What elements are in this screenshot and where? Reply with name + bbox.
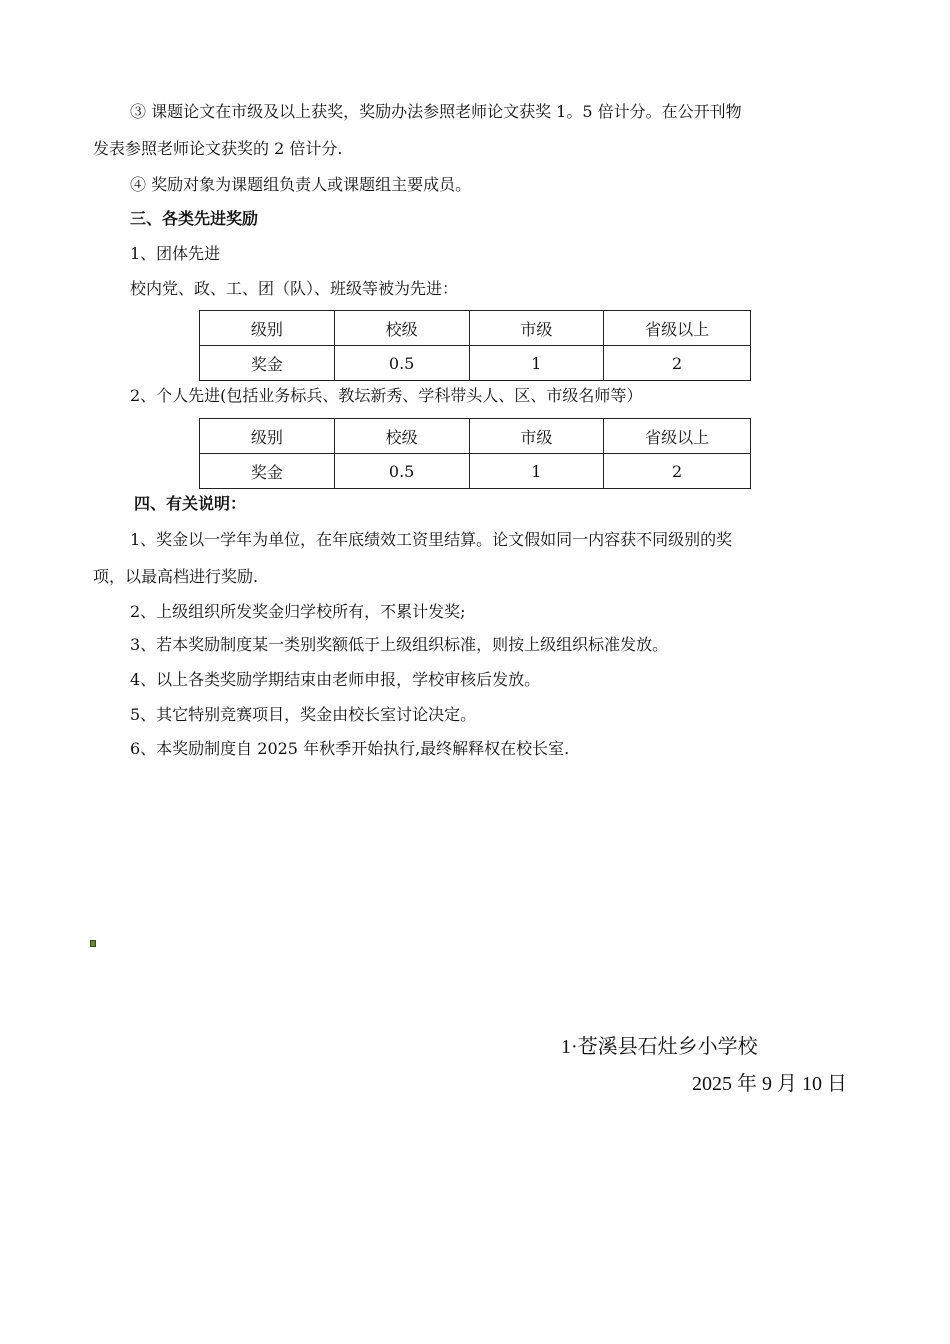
table-cell: 2 bbox=[604, 454, 751, 489]
paragraph-3-line-2: 发表参照老师论文获奖的 2 倍计分. bbox=[93, 139, 343, 158]
table-header-row bbox=[200, 419, 751, 454]
table-cell: 0.5 bbox=[334, 346, 469, 381]
note-5: 5、其它特别竞赛项目，奖金由校长室讨论决定。 bbox=[130, 705, 477, 724]
section-3-heading: 三、各类先进奖励 bbox=[130, 209, 259, 228]
note-2: 2、上级组织所发奖金归学校所有，不累计发奖; bbox=[130, 602, 466, 621]
table-header-row bbox=[200, 311, 751, 346]
paragraph-3-line-1: ③ 课题论文在市级及以上获奖，奖励办法参照老师论文获奖 1。5 倍计分。在公开刊物 bbox=[130, 102, 742, 121]
table-header-cell: 校级 bbox=[334, 311, 469, 346]
group-advanced-desc: 校内党、政、工、团（队）、班级等被为先进： bbox=[130, 279, 459, 298]
table-header-cell: 省级以上 bbox=[604, 311, 751, 346]
note-1-line-1: 1、奖金以一学年为单位，在年底绩效工资里结算。论文假如同一内容获不同级别的奖 bbox=[130, 530, 733, 549]
table-header-cell: 市级 bbox=[469, 419, 604, 454]
table-cell: 0.5 bbox=[334, 454, 469, 489]
signature-school: 1·苍溪县石灶乡小学校 bbox=[561, 1036, 758, 1058]
table-cell: 奖金 bbox=[200, 346, 335, 381]
section-4-heading: 四、有关说明： bbox=[134, 494, 247, 513]
table-row bbox=[200, 454, 751, 489]
table-cell: 2 bbox=[604, 346, 751, 381]
note-3: 3、若本奖励制度某一类别奖额低于上级组织标准，则按上级组织标准发放。 bbox=[130, 635, 669, 654]
individual-advanced-title: 2、个人先进(包括业务标兵、教坛新秀、学科带头人、区、市级名师等） bbox=[130, 386, 643, 405]
table-header-cell: 市级 bbox=[469, 311, 604, 346]
embedded-object-icon bbox=[90, 940, 96, 947]
individual-award-table bbox=[199, 418, 751, 489]
table-cell: 奖金 bbox=[200, 454, 335, 489]
paragraph-4: ④ 奖励对象为课题组负责人或课题组主要成员。 bbox=[130, 175, 472, 194]
table-header-cell: 校级 bbox=[334, 419, 469, 454]
table-row bbox=[200, 346, 751, 381]
table-cell: 1 bbox=[469, 454, 604, 489]
signature-date: 2025 年 9 月 10 日 bbox=[692, 1073, 847, 1095]
note-6: 6、本奖励制度自 2025 年秋季开始执行,最终解释权在校长室. bbox=[130, 739, 570, 758]
table-header-cell: 级别 bbox=[200, 311, 335, 346]
group-award-table bbox=[199, 310, 751, 381]
table-header-cell: 级别 bbox=[200, 419, 335, 454]
table-cell: 1 bbox=[469, 346, 604, 381]
note-1-line-2: 项，以最高档进行奖励. bbox=[93, 567, 259, 586]
table-header-cell: 省级以上 bbox=[604, 419, 751, 454]
note-4: 4、以上各类奖励学期结束由老师申报，学校审核后发放。 bbox=[130, 670, 541, 689]
group-advanced-title: 1、团体先进 bbox=[130, 244, 221, 263]
